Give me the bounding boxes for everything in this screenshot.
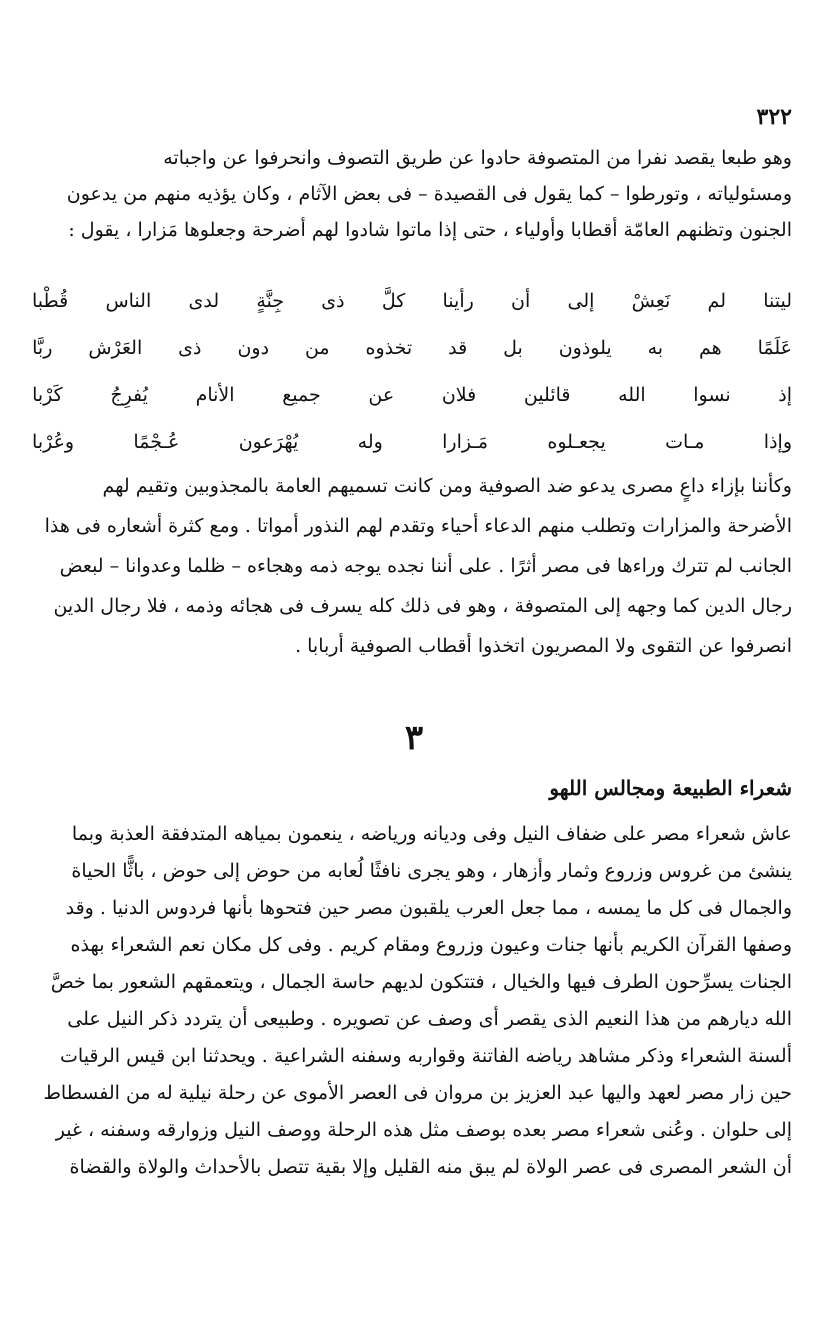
poem-word: جميع bbox=[282, 384, 321, 406]
text-line: الأضرحة والمزارات وتطلب منهم الدعاء أحياء وتقدم لهم النذور أمواتا . ومع كثرة أشعاره فى هذا bbox=[44, 515, 792, 537]
text-line: أن الشعر المصرى فى عصر الولاة لم يبق منه القليل وإلا بقية تتصل بالأحداث والولاة والقضاة bbox=[69, 1156, 792, 1178]
text-line: انصرفوا عن التقوى ولا المصريون اتخذوا أقطاب الصوفية أربابا . bbox=[295, 635, 792, 657]
poem-word: كلَّ bbox=[381, 290, 406, 312]
poem-word: فلان bbox=[441, 384, 477, 406]
poem-word: إلى bbox=[567, 290, 595, 312]
text-line: الجنون وتظنهم العامّة أقطابا وأولياء ، حتى إذا ماتوا شادوا لهم أضرحة وجعلوها مَزارا ، يقول : bbox=[68, 219, 792, 241]
poem-word: أن bbox=[511, 290, 531, 312]
poem-verse bbox=[32, 372, 792, 419]
poem-word: قُطْبا bbox=[32, 290, 69, 312]
poem-word: الناس bbox=[105, 290, 152, 312]
text-line: وهو طبعا يقصد نفرا من المتصوفة حادوا عن طريق التصوف وانحرفوا عن واجباته bbox=[163, 147, 792, 169]
text-line: الجنات يسرِّحون الطرف فيها والخيال ، فتتكون لديهم حاسة الجمال ، ويتعمقهم الشعور بما خصَّ bbox=[50, 971, 792, 993]
poem-word: وإذا bbox=[763, 431, 792, 453]
poem-word: تخذوه bbox=[365, 337, 413, 359]
paragraph-nature-poets bbox=[32, 816, 792, 1186]
text-line: وكأننا بإزاء داعٍ مصرى يدعو ضد الصوفية ومن كانت تسميهم العامة بالمجذوبين وتقيم لهم bbox=[102, 475, 792, 497]
paragraph-intro bbox=[32, 140, 792, 248]
page-number: ٣٢٢ bbox=[756, 104, 792, 130]
poem-word: عُـجْمًا bbox=[133, 431, 180, 453]
poem-word: إذ bbox=[778, 384, 792, 406]
text-line: الله ديارهم من هذا النعيم الذى يقصر أى وصف عن تصويره . وطبيعى أن يتردد ذكر النيل على bbox=[67, 1008, 792, 1030]
text-line: وصفها القرآن الكريم بأنها جنات وعيون وزروع ومقام كريم . وفى كل مكان نعم الشعراء بهذه bbox=[70, 934, 792, 956]
poem-word: نَعِشْ bbox=[631, 290, 671, 312]
section-heading: شعراء الطبيعة ومجالس اللهو bbox=[549, 776, 792, 800]
poem-word: يُهْرَعون bbox=[238, 431, 299, 453]
poem-word: ليتنا bbox=[763, 290, 792, 312]
poem-word: وله bbox=[357, 431, 383, 453]
text-line: ينشئ من غروس وزروع وثمار وأزهار ، وهو يجرى نافثًا لُعابه من حوض إلى حوض ، باثًّا الحياة bbox=[71, 860, 792, 882]
poem-word: ربَّا bbox=[32, 337, 53, 359]
text-line: والجمال فى كل ما يمسه ، مما جعل العرب يلقبون مصر حين فتحوها بأنها فردوس الدنيا . وقد bbox=[65, 897, 792, 919]
poem-word: ذى bbox=[178, 337, 202, 359]
poem-verse bbox=[32, 325, 792, 372]
poem-word: كَرْبا bbox=[32, 384, 63, 406]
poem-verse bbox=[32, 419, 792, 466]
poem-word: وعُرْبا bbox=[32, 431, 75, 453]
poem-word: مـات bbox=[665, 431, 705, 453]
poem-word: قائلين bbox=[523, 384, 571, 406]
poem-word: نسوا bbox=[693, 384, 731, 406]
poem-word: رأينا bbox=[442, 290, 474, 312]
text-line: ألسنة الشعراء وذكر مشاهد رياضه الفاتنة وقواربه وسفنه الشراعية . ويحدثنا ابن قيس الرقيات bbox=[60, 1045, 792, 1067]
text-line: عاش شعراء مصر على ضفاف النيل وفى وديانه ورياضه ، ينعمون بمياهه المتدفقة العذبة وبما bbox=[71, 823, 792, 845]
poem-word: هم bbox=[699, 337, 722, 359]
poem-word: الله bbox=[618, 384, 646, 406]
poem-word: لدى bbox=[188, 290, 220, 312]
poem-word: الأنام bbox=[195, 384, 235, 406]
section-number: ٣ bbox=[404, 718, 424, 758]
text-line: ومسئولياته ، وتورطوا – كما يقول فى القصيدة – فى بعض الآثام ، وكان يؤذيه منهم من يدعون bbox=[66, 183, 792, 205]
poem-word: يُفرِجُ bbox=[110, 384, 148, 406]
poem-word: العَرْش bbox=[88, 337, 143, 359]
poem-word: عن bbox=[368, 384, 395, 406]
poem-word: لم bbox=[707, 290, 726, 312]
poem-word: بل bbox=[503, 337, 523, 359]
poem-word: مَـزارا bbox=[442, 431, 489, 453]
poem-word: به bbox=[647, 337, 664, 359]
poem-word: دون bbox=[237, 337, 270, 359]
poem-word: عَلَمًا bbox=[757, 337, 792, 359]
poem-word: قد bbox=[448, 337, 468, 359]
poem-verse bbox=[32, 278, 792, 325]
poem-word: يلوذون bbox=[558, 337, 612, 359]
poem-block bbox=[32, 278, 792, 466]
poem-word: جِنَّةٍ bbox=[256, 290, 285, 312]
poem-word: يجعـلوه bbox=[547, 431, 606, 453]
poem-word: ذى bbox=[321, 290, 345, 312]
text-line: حين زار مصر لعهد واليها عبد العزيز بن مروان فى العصر الأموى عن رحلة نيلية له من الفسطاط bbox=[43, 1082, 792, 1104]
text-line: رجال الدين كما وجهه إلى المتصوفة ، وهو فى ذلك كله يسرف فى هجائه وذمه ، فلا رجال الدين bbox=[53, 595, 792, 617]
poem-word: من bbox=[304, 337, 330, 359]
text-line: الجانب لم تترك وراءها فى مصر أثرًا . على أننا نجده يوجه ذمه وهجاءه – ظلما وعدوانا – لبعض bbox=[59, 555, 792, 577]
book-page bbox=[28, 0, 800, 1332]
paragraph-commentary bbox=[32, 466, 792, 666]
text-line: إلى حلوان . وعُنى شعراء مصر بعده بوصف مثل هذه الرحلة ووصف النيل وزوارقه وسفنه ، غير bbox=[55, 1119, 792, 1141]
